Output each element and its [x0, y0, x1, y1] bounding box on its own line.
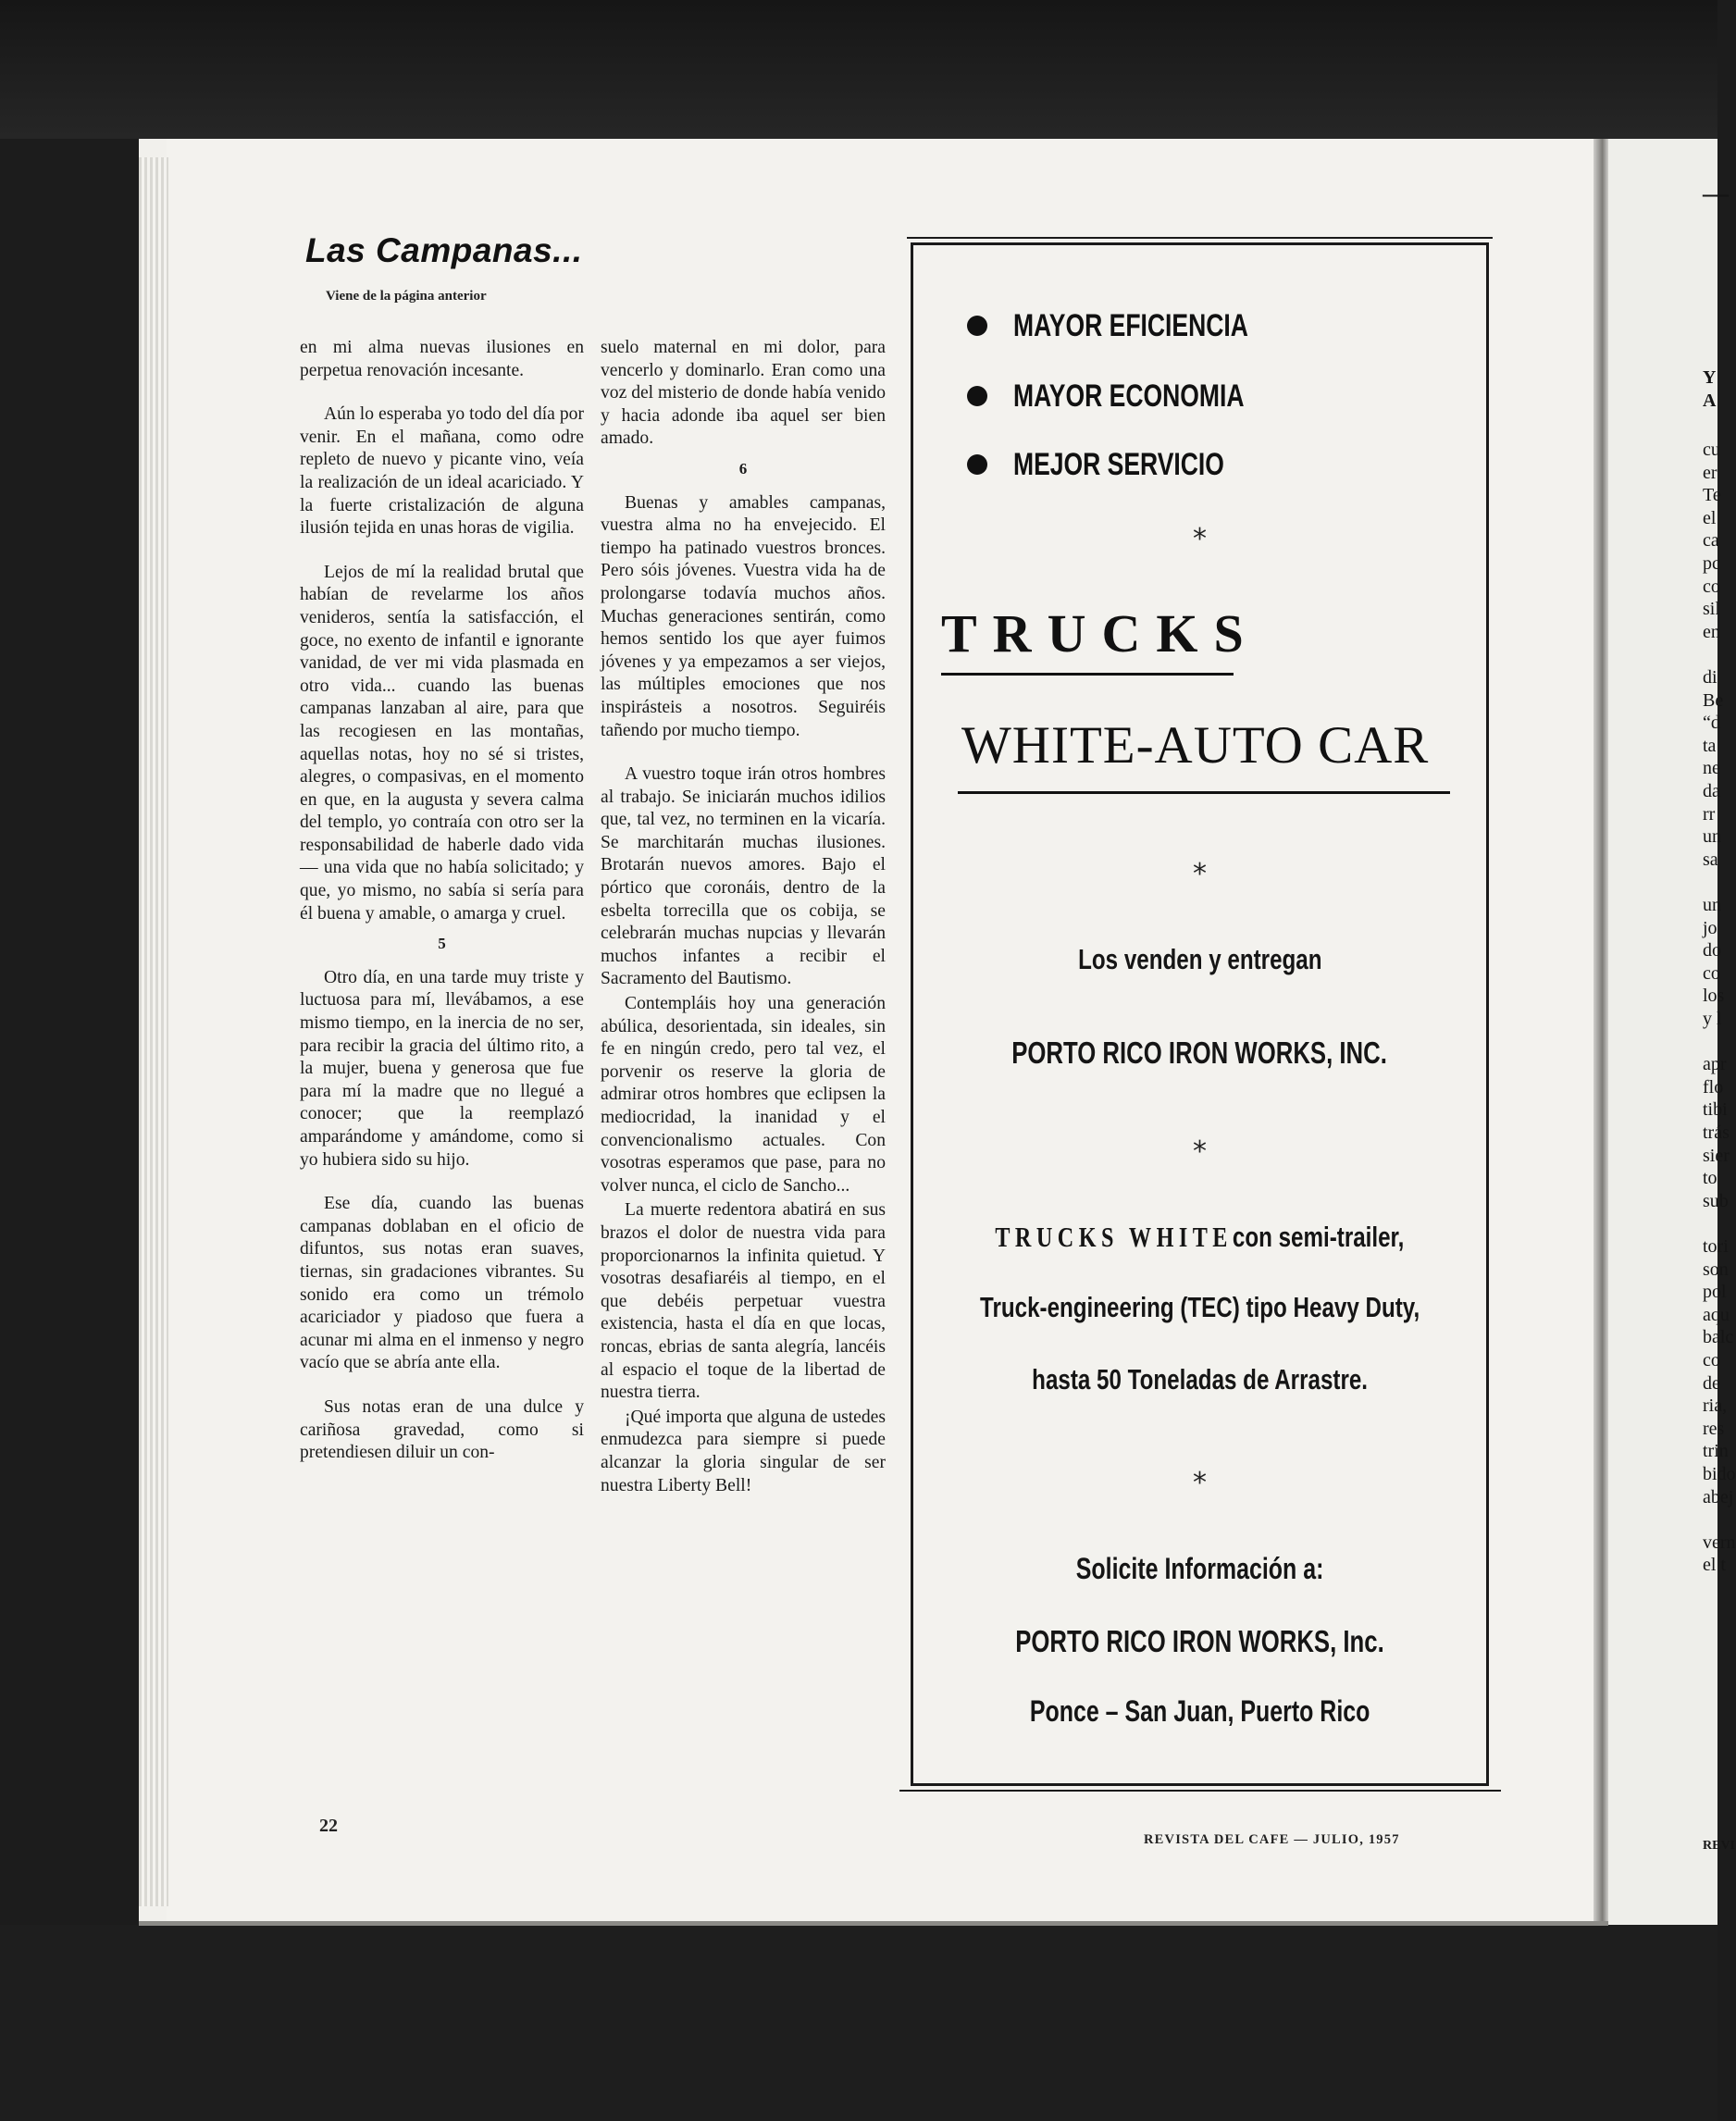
book-gutter: [1593, 139, 1608, 1925]
right-page-line-fragment: cu: [1703, 440, 1720, 460]
advertisement-box: [911, 242, 1489, 1786]
paragraph: Ese día, cuando las buenas campanas doblaban en el oficio de difuntos, sus notas eran suaves, tiernas, sin gradaciones vibrantes. Su sonido era como un trémolo acariciador y piadoso que fuera a acunar mi alma en el inmenso y negro vacío que se abría ante ella.: [300, 1194, 584, 1373]
ad-line-solicite: [913, 1552, 1486, 1586]
ad-text: Ponce – San Juan, Puerto Rico: [1029, 1694, 1370, 1728]
bullet-icon: [967, 454, 987, 475]
ad-bottom-rule: [899, 1790, 1501, 1792]
right-page-line-fragment: tibi: [1703, 1099, 1728, 1121]
right-page-line-fragment: er: [1703, 462, 1717, 483]
right-page-line-fragment: jo: [1703, 917, 1717, 938]
right-page-line-fragment: ria,: [1703, 1395, 1728, 1417]
right-page-line-fragment: co: [1703, 962, 1720, 984]
ad-brand-name: WHITE-AUTO CAR: [961, 716, 1430, 775]
right-page-line-fragment: el t: [1703, 1555, 1726, 1576]
ad-brand-underline: [958, 791, 1450, 794]
asterisk-separator: *: [1193, 858, 1207, 890]
article-column-1: [300, 337, 584, 1486]
scan-background-top: [0, 0, 1717, 139]
bullet-icon: [967, 386, 987, 406]
right-page-line-fragment: sa: [1703, 849, 1718, 870]
ad-trucks-white-rest: con semi-trailer,: [1233, 1221, 1405, 1253]
right-page-line-fragment: y l: [1703, 1009, 1722, 1029]
ad-text: PORTO RICO IRON WORKS, INC.: [1011, 1036, 1388, 1070]
paragraph: A vuestro toque irán otros hombres al trabajo. Se iniciarán muchos idilios que, tal vez, no terminen en la vicaría. Se marchitarán muchas ilusiones. Brotarán nuevos amores. Bajo el pórtico que coronáis, dentro de la esbelta torrecilla que os cobija, se celebrarán muchas nupcias y llevarán muchos infantes a recibir el Sacramento del Bautismo.: [601, 764, 886, 989]
ad-text: PORTO RICO IRON WORKS, Inc.: [1015, 1624, 1384, 1658]
right-page-line-fragment: son: [1703, 1259, 1729, 1280]
paragraph: Contempláis hoy una generación abúlica, desorientada, sin ideales, sin fe en ningún credo, pero tal vez, el porvenir os reserve la gloria de admirar otros hombres que eclipsen la mediocridad, la inanidad y el convencionalismo actuales. Con vosotras esperamos que pase, para no volver nunca, el ciclo de Sancho...: [601, 994, 886, 1196]
page-footer: REVISTA DEL CAFE — JULIO, 1957: [1144, 1832, 1400, 1847]
asterisk-separator: *: [1193, 523, 1207, 555]
right-page-line-fragment: flo: [1703, 1076, 1724, 1098]
ad-line-company-2: [913, 1624, 1486, 1660]
ad-line-venden: [913, 943, 1486, 976]
ad-bullet-row: [967, 377, 1309, 416]
right-page-line-fragment: pc: [1703, 553, 1720, 574]
right-page-y: Y: [1703, 367, 1717, 388]
right-page-line-fragment: el: [1703, 507, 1717, 528]
right-page-line-fragment: co: [1703, 576, 1720, 597]
right-page-line-fragment: un: [1703, 826, 1721, 848]
ad-line-toneladas: [913, 1363, 1486, 1396]
ad-bullet-text: MEJOR SERVICIO: [1013, 446, 1224, 482]
right-page-line-fragment: di: [1703, 667, 1717, 688]
right-page-line-fragment: de: [1703, 1372, 1720, 1394]
right-page-line-fragment: apr: [1703, 1054, 1727, 1075]
right-page-line-fragment: do: [1703, 940, 1721, 961]
right-page-line-fragment: tori: [1703, 1236, 1729, 1257]
paragraph: La muerte redentora abatirá en sus brazos el dolor de nuestra vida para proporcionarnos la infinita quietud. Y vosotras desafiaréis al tiempo, en el que debéis perpetuar vuestra existencia, hasta el día en que locas, roncas, ebrias de santa alegría, lancéis al espacio el toque de la libertad de nuestra tierra.: [601, 1200, 886, 1403]
ad-bullet-text: MAYOR EFICIENCIA: [1013, 307, 1248, 343]
ad-text: hasta 50 Toneladas de Arrastre.: [1032, 1363, 1368, 1395]
paragraph: ¡Qué importa que alguna de ustedes enmudezca para siempre si puede alcanzar la gloria singular de ser nuestra Liberty Bell!: [601, 1407, 886, 1495]
paragraph: Buenas y amables campanas, vuestra alma no ha envejecido. El tiempo ha patinado vuestros bronces. Pero sóis jóvenes. Vuestra vida ha de prolongarse todavía muchos años. Muchas generaciones sentirán, como hemos sentido los que ayer fuimos jóvenes y ya empezamos a ser viejos, las múltiples emociones que nos inspirásteis a nosotros. Seguiréis tañendo por mucho tiempo.: [601, 492, 886, 740]
right-page-line-fragment: un: [1703, 895, 1721, 915]
right-page-line-fragment: res: [1703, 1418, 1725, 1439]
ad-bullet-row: [967, 306, 1315, 345]
right-page-line-fragment: sier: [1703, 1145, 1730, 1166]
bullet-icon: [967, 316, 987, 336]
ad-text: Solicite Información a:: [1075, 1552, 1324, 1585]
scan-background-bottom: [0, 1925, 1717, 2121]
article-title: Las Campanas...: [305, 231, 583, 269]
paragraph: Aún lo esperaba yo todo del día por venir. En el mañana, como odre repleto de nuevo y picante vino, veía la realización de un ideal acariciado. Y la fuerte cristalización de alguna ilusión tejida en unas horas de vigilia.: [300, 404, 584, 539]
right-page-footer: REVI: [1703, 1839, 1736, 1853]
section-number-5: 5: [438, 935, 446, 953]
article-continuation-note: Viene de la página anterior: [326, 289, 487, 304]
page-bottom-edge: [139, 1921, 1608, 1926]
right-page-line-fragment: pol: [1703, 1282, 1727, 1303]
right-page-line-fragment: abej: [1703, 1486, 1734, 1507]
right-page-line-fragment: da: [1703, 781, 1720, 801]
right-page-line-fragment: ta: [1703, 735, 1717, 756]
right-page-line-fragment: balc: [1703, 1327, 1734, 1348]
ad-line-location: [913, 1694, 1486, 1729]
right-page-line-fragment: bido: [1703, 1464, 1736, 1484]
article-column-2: [601, 337, 886, 1499]
right-page-partial: [1608, 139, 1736, 1925]
right-page-line-fragment: Be: [1703, 689, 1724, 711]
right-page-line-fragment: los: [1703, 986, 1725, 1007]
right-page-line-fragment: vern: [1703, 1532, 1736, 1553]
ad-text: Los venden y entregan: [1077, 943, 1322, 975]
ad-bullet-row: [967, 445, 1283, 484]
page-edge-stack: [139, 157, 168, 1906]
right-page-line-fragment: trin: [1703, 1441, 1729, 1462]
right-page-line-fragment: to: [1703, 1168, 1717, 1189]
paragraph: Lejos de mí la realidad brutal que habían de revelarme los años venideros, sentía la satisfacción, el goce, no exento de infantil e ignorante vanidad, de ver mi vida plasmada en otro vida... cuando las buenas campanas lanzaban al aire, para que las recogiesen en las montañas, aquellas notas, hoy no sé si tristes, alegres, o compasivas, en el momento en que, en la augusta y severa calma del templo, yo contraía con otro ser la responsabilidad de haberle dado vida — una vida que no había solicitado; y que, yo mismo, no sabía si sería para él buena y amable, o amarga y cruel.: [300, 562, 584, 924]
ad-line-trucks-white: [913, 1221, 1486, 1254]
ad-line-company: [913, 1036, 1486, 1072]
right-page-line-fragment: en: [1703, 621, 1720, 642]
page-number: 22: [319, 1816, 338, 1836]
ad-bullet-text: MAYOR ECONOMIA: [1013, 378, 1245, 414]
ad-top-rule: [907, 237, 1493, 239]
right-page-line-fragment: ca: [1703, 530, 1719, 552]
paragraph: en mi alma nuevas ilusiones en perpetua renovación incesante.: [300, 338, 584, 380]
asterisk-separator: *: [1193, 1135, 1207, 1168]
ad-text: [995, 1221, 1404, 1254]
right-page-line-fragment: ne: [1703, 758, 1720, 779]
ad-heading-underline: [941, 673, 1234, 676]
right-page-top-mark: —: [1703, 180, 1729, 208]
right-page-line-fragment: sil: [1703, 599, 1720, 620]
right-page-line-fragment: rr: [1703, 803, 1716, 825]
paragraph: suelo maternal en mi dolor, para vencerlo y dominarlo. Eran como una voz del misterio de donde había venido y hacia adonde iba aquel ser bien amado.: [601, 338, 886, 449]
paragraph: Sus notas eran de una dulce y cariñosa gravedad, como si pretendiesen diluir un con-: [300, 1396, 584, 1463]
right-page-line-fragment: sub: [1703, 1190, 1729, 1211]
right-page-line-fragment: trás: [1703, 1123, 1730, 1143]
right-page-line-fragment: “d: [1703, 713, 1720, 734]
right-page-line-fragment: Te: [1703, 485, 1721, 506]
right-page-line-fragment: co: [1703, 1350, 1720, 1371]
ad-text: Truck-engineering (TEC) tipo Heavy Duty,: [979, 1291, 1420, 1323]
right-page-a: A: [1703, 391, 1717, 411]
ad-line-tec: [913, 1291, 1486, 1324]
asterisk-separator: *: [1193, 1467, 1207, 1499]
right-page-line-fragment: aqu: [1703, 1304, 1730, 1325]
section-number-6: 6: [738, 459, 748, 478]
paragraph: Otro día, en una tarde muy triste y luctuosa para mí, llevábamos, a ese mismo tiempo, en la inercia de no ser, para recibir la gracia del último rito, a la mujer, buena y generosa que fue para mí la madre que no llegué a conocer; que la reemplazó amparándome y amándome, como si yo hubiera sido su hijo.: [300, 967, 584, 1170]
ad-trucks-white-label: TRUCKS WHITE: [995, 1221, 1234, 1253]
ad-trucks-heading: TRUCKS: [941, 603, 1259, 664]
